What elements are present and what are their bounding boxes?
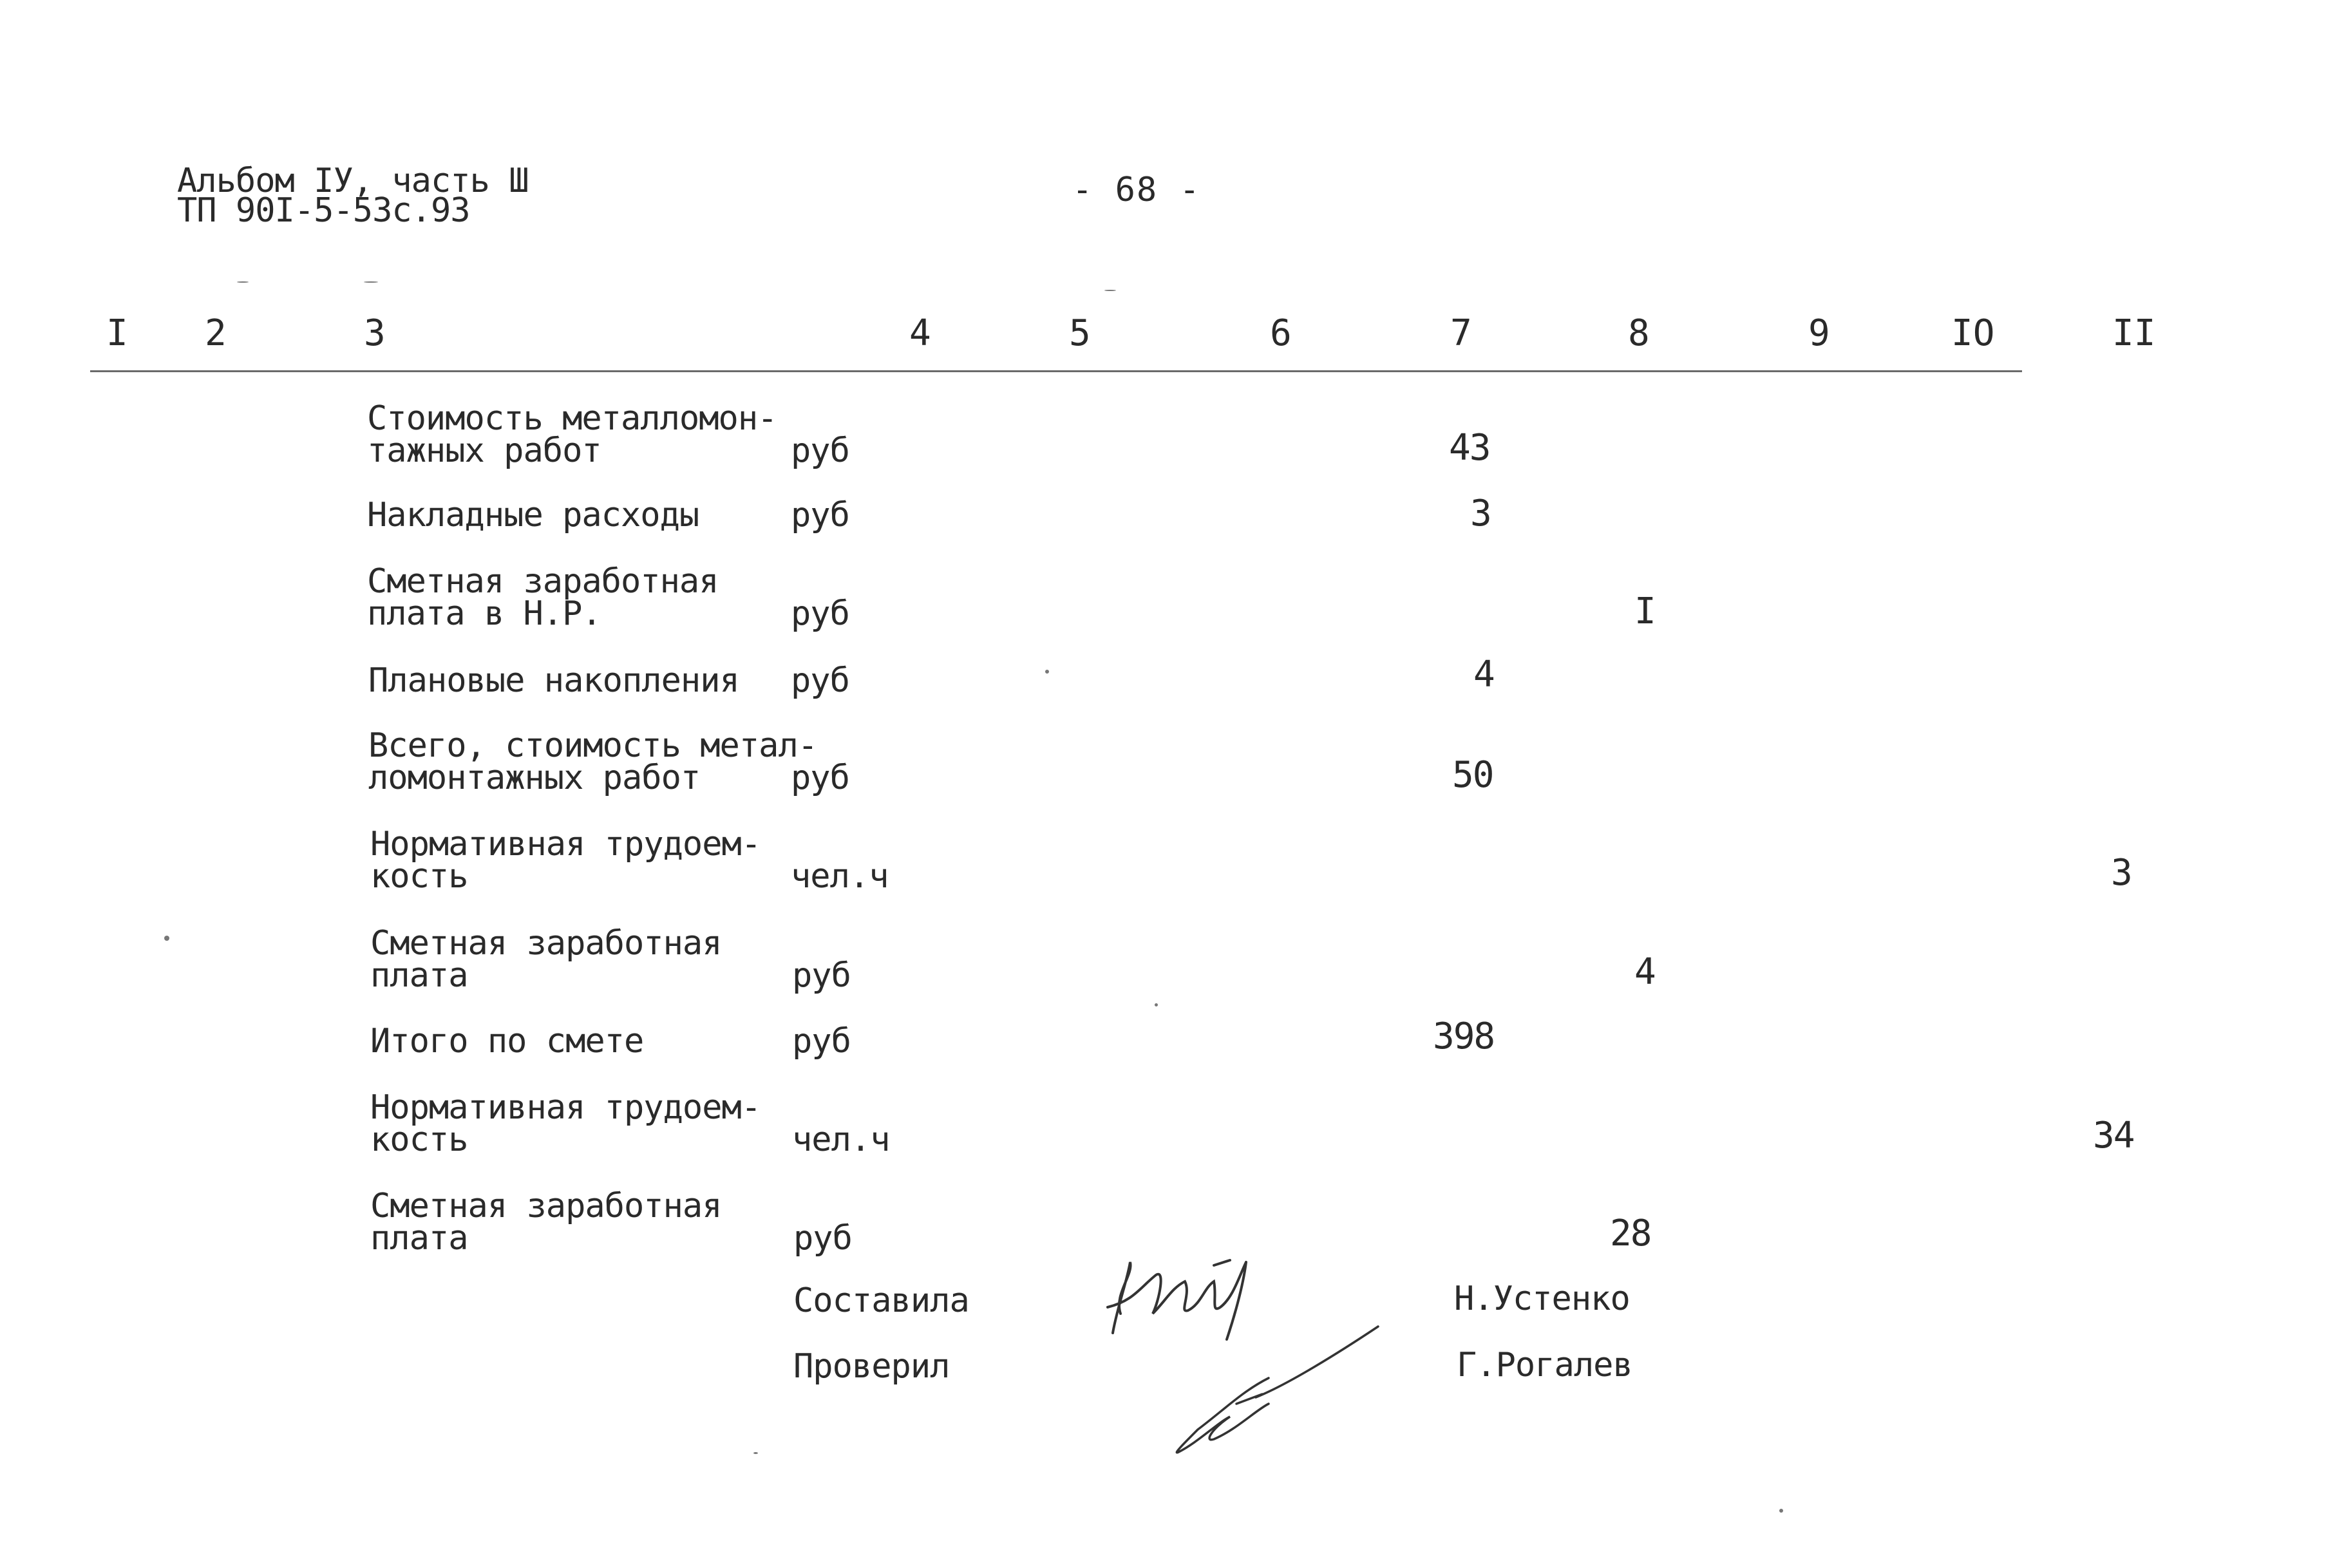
scan-speck	[753, 1452, 758, 1454]
compiled-by-label: Составила	[793, 1281, 969, 1320]
row-value-col8: I	[1634, 590, 1655, 632]
row-value-col11: 34	[2093, 1115, 2134, 1157]
row-label: ломонтажных работ	[368, 759, 701, 797]
row-unit: руб	[791, 661, 849, 700]
column-number: 9	[1808, 312, 1830, 354]
column-number: 2	[205, 312, 227, 354]
row-value-col8: 28	[1610, 1213, 1651, 1254]
checked-by-name: Г.Рогалев	[1457, 1346, 1632, 1384]
handwritten-signature-checked	[1159, 1320, 1391, 1462]
album-title: Альбом IУ, часть Ш	[177, 162, 529, 200]
row-label: плата	[370, 956, 468, 995]
column-number: IO	[1951, 312, 1995, 354]
row-value-col7: 50	[1452, 754, 1493, 796]
scan-speck	[364, 281, 378, 283]
row-label: кость	[370, 857, 468, 896]
column-number: 6	[1270, 312, 1292, 354]
row-label: Итого по смете	[370, 1022, 644, 1061]
row-label: тажных работ	[367, 431, 601, 470]
row-unit: руб	[791, 496, 849, 534]
row-unit: руб	[791, 594, 849, 633]
row-value-col11: 3	[2111, 852, 2132, 894]
row-label: Сметная заработная	[370, 924, 722, 963]
column-number: II	[2112, 312, 2156, 354]
column-number: 4	[909, 312, 931, 354]
row-unit: чел.ч	[791, 857, 889, 896]
row-value-col7: 43	[1449, 427, 1490, 469]
row-label: Плановые накопления	[368, 661, 739, 700]
row-label: кость	[370, 1120, 468, 1159]
scan-speck	[1104, 290, 1116, 291]
row-value-col7: 3	[1470, 493, 1491, 534]
row-label: Нормативная трудоем-	[370, 825, 761, 864]
row-label: Сметная заработная	[367, 562, 719, 601]
page-number: - 68 -	[1072, 171, 1201, 209]
row-unit: чел.ч	[792, 1120, 890, 1159]
column-number: 5	[1069, 312, 1091, 354]
scan-speck	[164, 936, 169, 941]
row-value-col7: 4	[1473, 654, 1494, 695]
row-value-col7: 398	[1433, 1015, 1495, 1057]
compiled-by-name: Н.Устенко	[1454, 1280, 1630, 1318]
header-rule	[90, 370, 2022, 372]
row-unit: руб	[793, 1219, 852, 1258]
row-label: плата в Н.Р.	[367, 594, 601, 633]
project-code: ТП 90I-5-53с.93	[177, 191, 470, 230]
column-number: 8	[1628, 312, 1650, 354]
row-label: плата	[370, 1219, 468, 1258]
scan-speck	[1045, 670, 1049, 674]
column-number: I	[106, 312, 128, 354]
row-unit: руб	[792, 956, 851, 995]
scan-speck	[1155, 1003, 1158, 1006]
scan-speck	[237, 281, 249, 283]
column-number: 7	[1450, 312, 1472, 354]
row-label: Нормативная трудоем-	[370, 1088, 761, 1127]
row-unit: руб	[792, 1022, 851, 1061]
row-label: Сметная заработная	[370, 1187, 722, 1225]
row-label: Стоимость металломон-	[367, 399, 777, 438]
row-label: Всего, стоимость метал-	[368, 726, 818, 765]
row-value-col8: 4	[1634, 951, 1655, 993]
column-number: 3	[364, 312, 386, 354]
scan-speck	[1779, 1509, 1783, 1513]
row-unit: руб	[791, 759, 849, 797]
row-label: Накладные расходы	[367, 496, 699, 534]
row-unit: руб	[791, 431, 849, 470]
checked-by-label: Проверил	[793, 1347, 950, 1386]
